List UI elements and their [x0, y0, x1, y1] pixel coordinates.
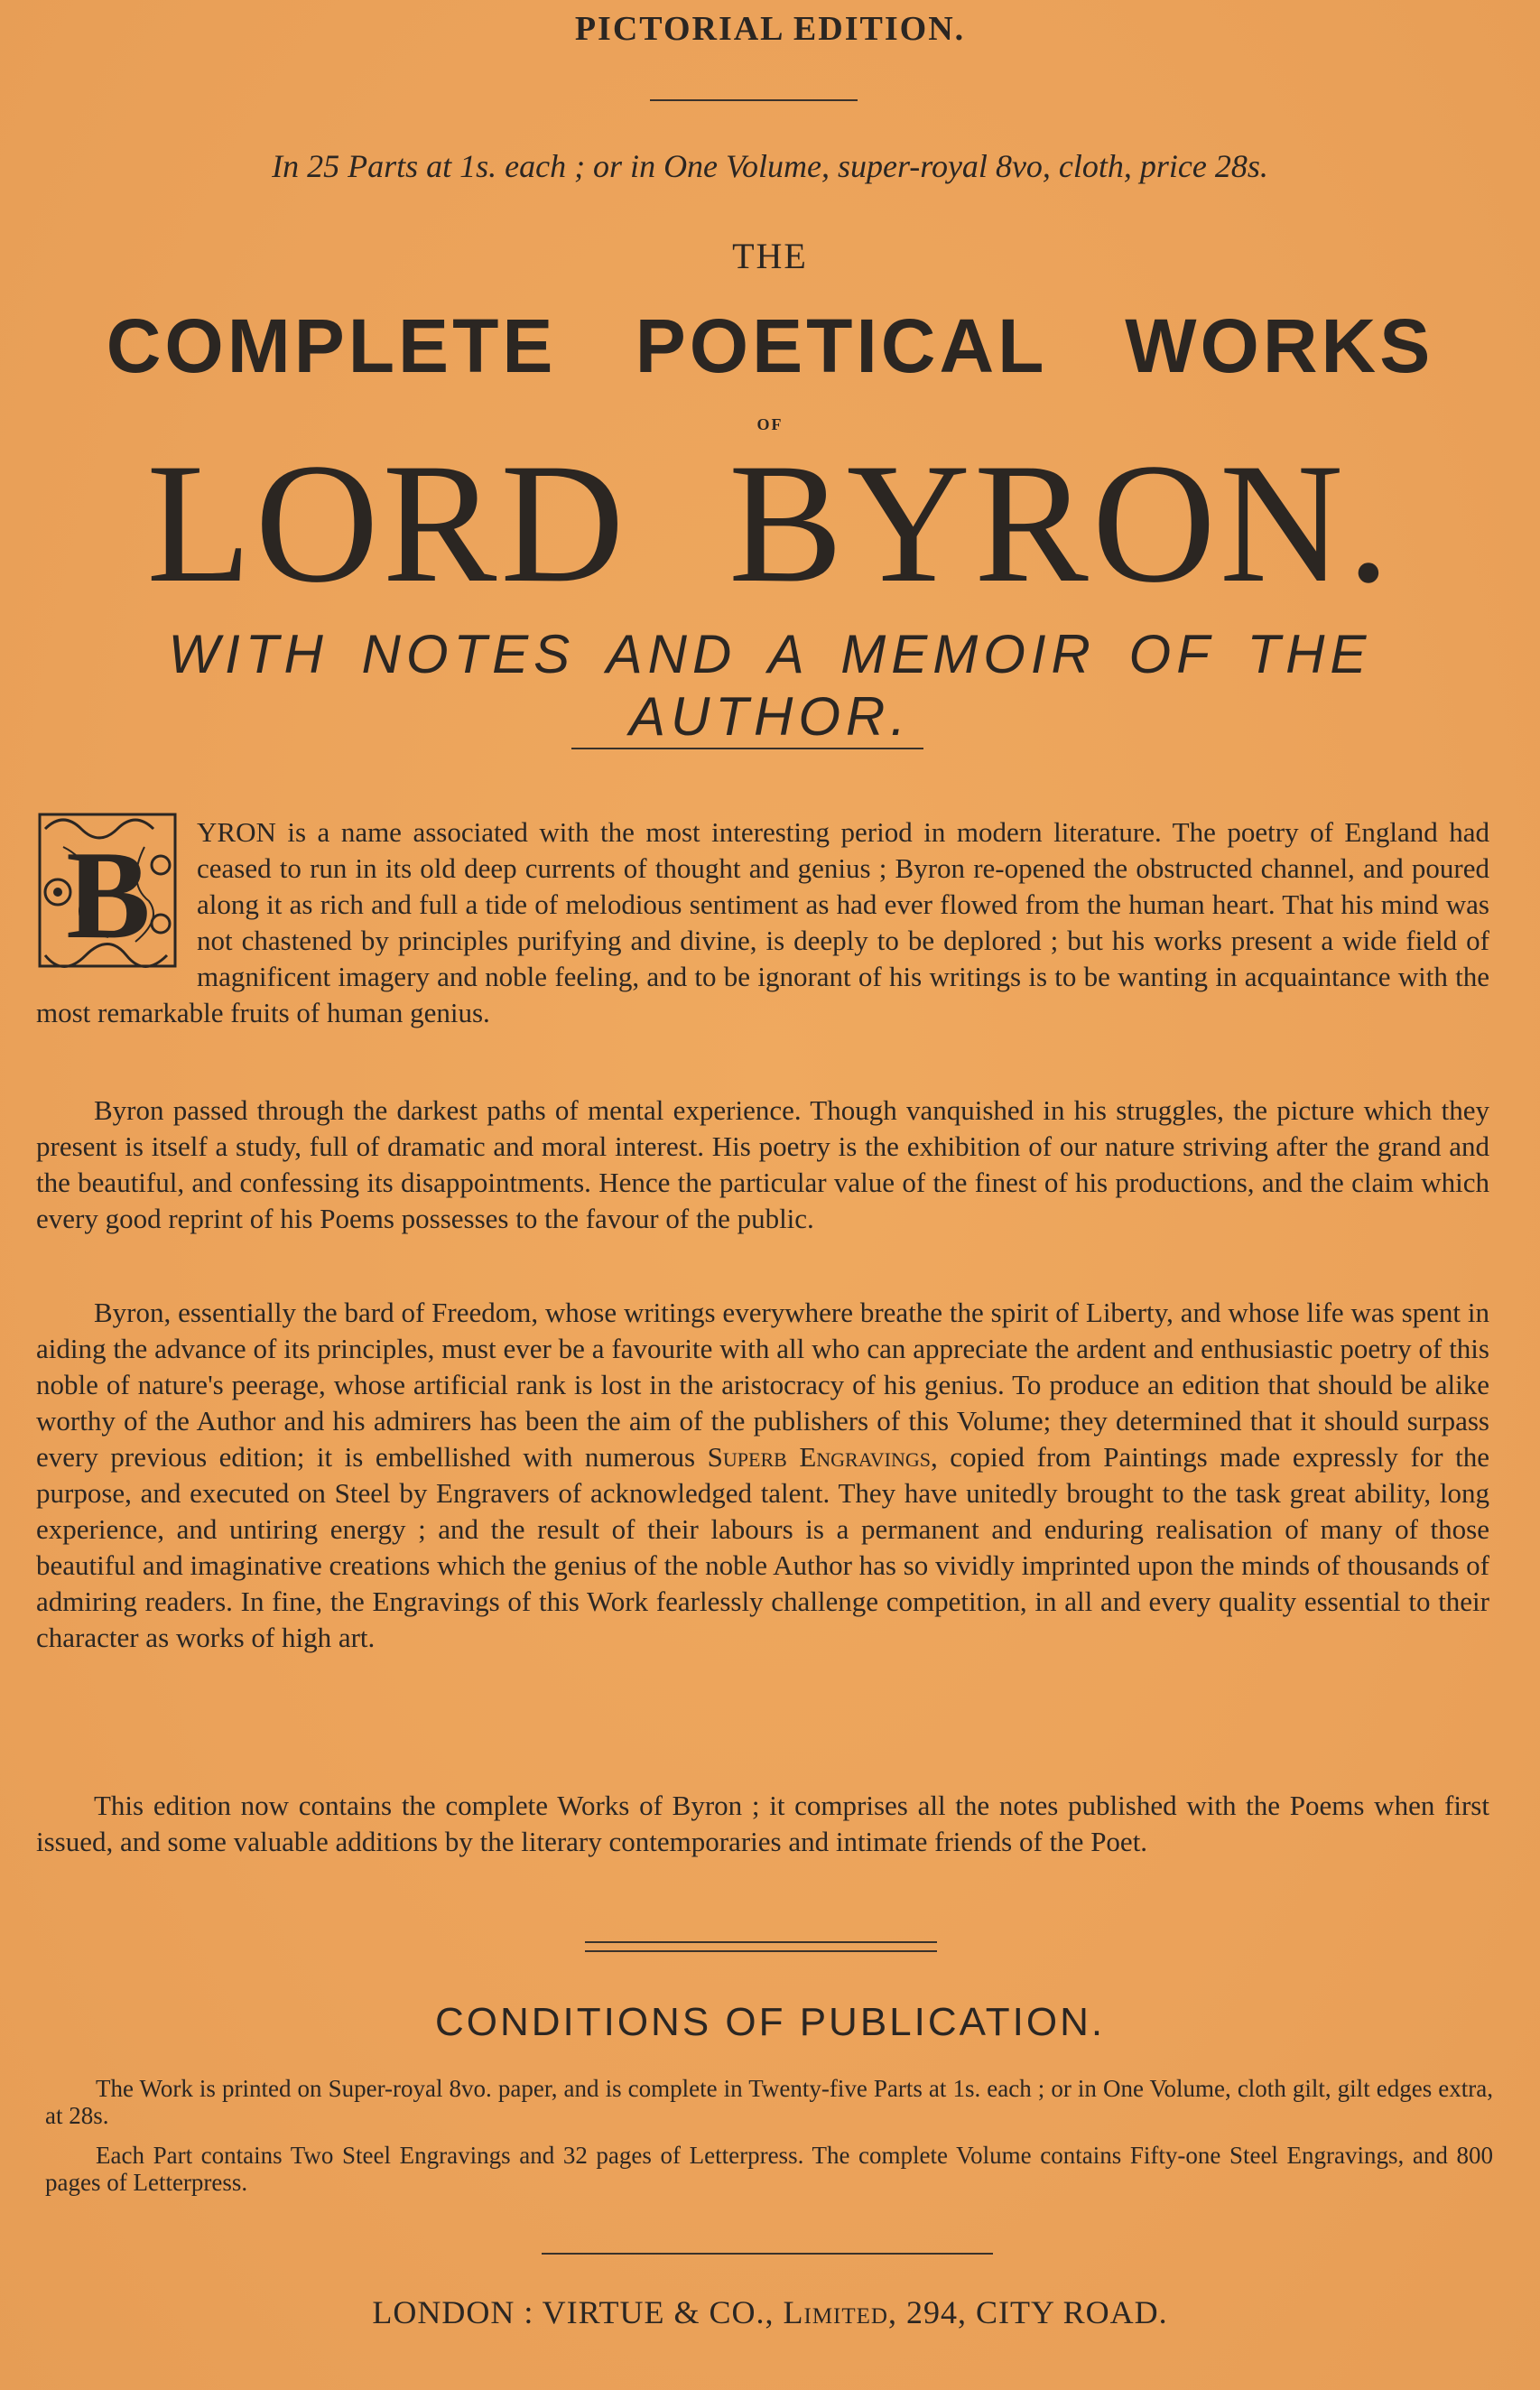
superb-engravings: Superb Engravings	[707, 1441, 931, 1473]
paragraph-3: Byron, essentially the bard of Freedom, whose writings everywhere breathe the spirit of Liberty, and whose life was spent in aiding the advance of its principles, must ever be a favourite with all who can appreciate the ardent and enthusiastic poetry of this noble of nature's peerage, whose artificial rank is lost in the aristocracy of his genius. To produce an edition that should be alike worthy of the Author and his admirers has been the aim of the publishers of this Volume; they determined that it should surpass every previous edition; it is embellished with numerous Superb Engravings, copied from Paintings made expressly for the purpose, and executed on Steel by Engravers of acknowledged talent. They have unitedly brought to the task great ability, long experience, and untiring energy ; and the result of their labours is a permanent and enduring realisation of many of those beautiful and imaginative creations which the genius of the noble Author has so vividly imprinted upon the minds of thousands of admiring readers. In fine, the Engravings of this Work fearlessly challenge competition, in all and every quality essential to their character as works of high art.	[36, 1297, 1490, 1653]
ornate-dropcap-b-icon	[36, 811, 188, 982]
svg-text:B: B	[66, 825, 151, 965]
condition-item-2: Each Part contains Two Steel Engravings and 32 pages of Letterpress. The complete Volume contains Fifty-one Steel Engravings, and 800 pages of Letterpress.	[45, 2142, 1493, 2196]
bottom-rule	[542, 2253, 993, 2255]
title-of: OF	[756, 415, 784, 433]
intro-text: YRON is a name associated with the most interesting period in modern literature. The poetry of England had ceased to run in its old deep currents of thought and genius ; Byron re-opened the obstructed channel, and poured along it as rich and full a tide of melodious sentiment as had ever flowed from the human heart. That his mind was not chastened by principles purifying and divine, is deeply to be deplored ; but his works present a wide field of magnificent imagery and noble feeling, and to be ignorant of his writings is to be wanting in acquaintance with the most remarkable fruits of human genius.	[36, 816, 1489, 1028]
intro-paragraph	[36, 814, 1489, 1031]
price-line: In 25 Parts at 1s. each ; or in One Volume, super-royal 8vo, cloth, price 28s.	[272, 148, 1268, 184]
subtitle: WITH NOTES AND A MEMOIR OF THE AUTHOR.	[168, 624, 1372, 747]
paragraph-2: Byron passed through the darkest paths of mental experience. Though vanquished in his struggles, the picture which they present is itself a study, full of dramatic and moral interest. His poetry is the exhibition of our nature striving after the grand and the beautiful, and confessing its disappointments. Hence the particular value of the finest of his productions, and the claim which every good reprint of his Poems possesses to the favour of the public.	[36, 1094, 1489, 1234]
main-title: COMPLETE POETICAL WORKS	[106, 303, 1434, 388]
title-the: THE	[732, 236, 808, 276]
paragraph-4: This edition now contains the complete Works of Byron ; it comprises all the notes published with the Poems when first issued, and some valuable additions by the literary contemporaries and intimate friends of the Poet.	[36, 1790, 1489, 1857]
publisher-imprint: LONDON : VIRTUE & CO., Limited, 294, CITY ROAD.	[372, 2294, 1168, 2330]
condition-item-1: The Work is printed on Super-royal 8vo. paper, and is complete in Twenty-five Parts at 1s. each ; or in One Volume, cloth gilt, gilt edges extra, at 28s.	[45, 2075, 1493, 2129]
conditions-title: CONDITIONS OF PUBLICATION.	[434, 2000, 1106, 2044]
top-rule	[650, 99, 858, 101]
title-rule	[571, 748, 923, 749]
author-name: LORD BYRON.	[146, 429, 1394, 618]
double-rule	[585, 1941, 937, 1952]
edition-label: PICTORIAL EDITION.	[574, 10, 966, 48]
